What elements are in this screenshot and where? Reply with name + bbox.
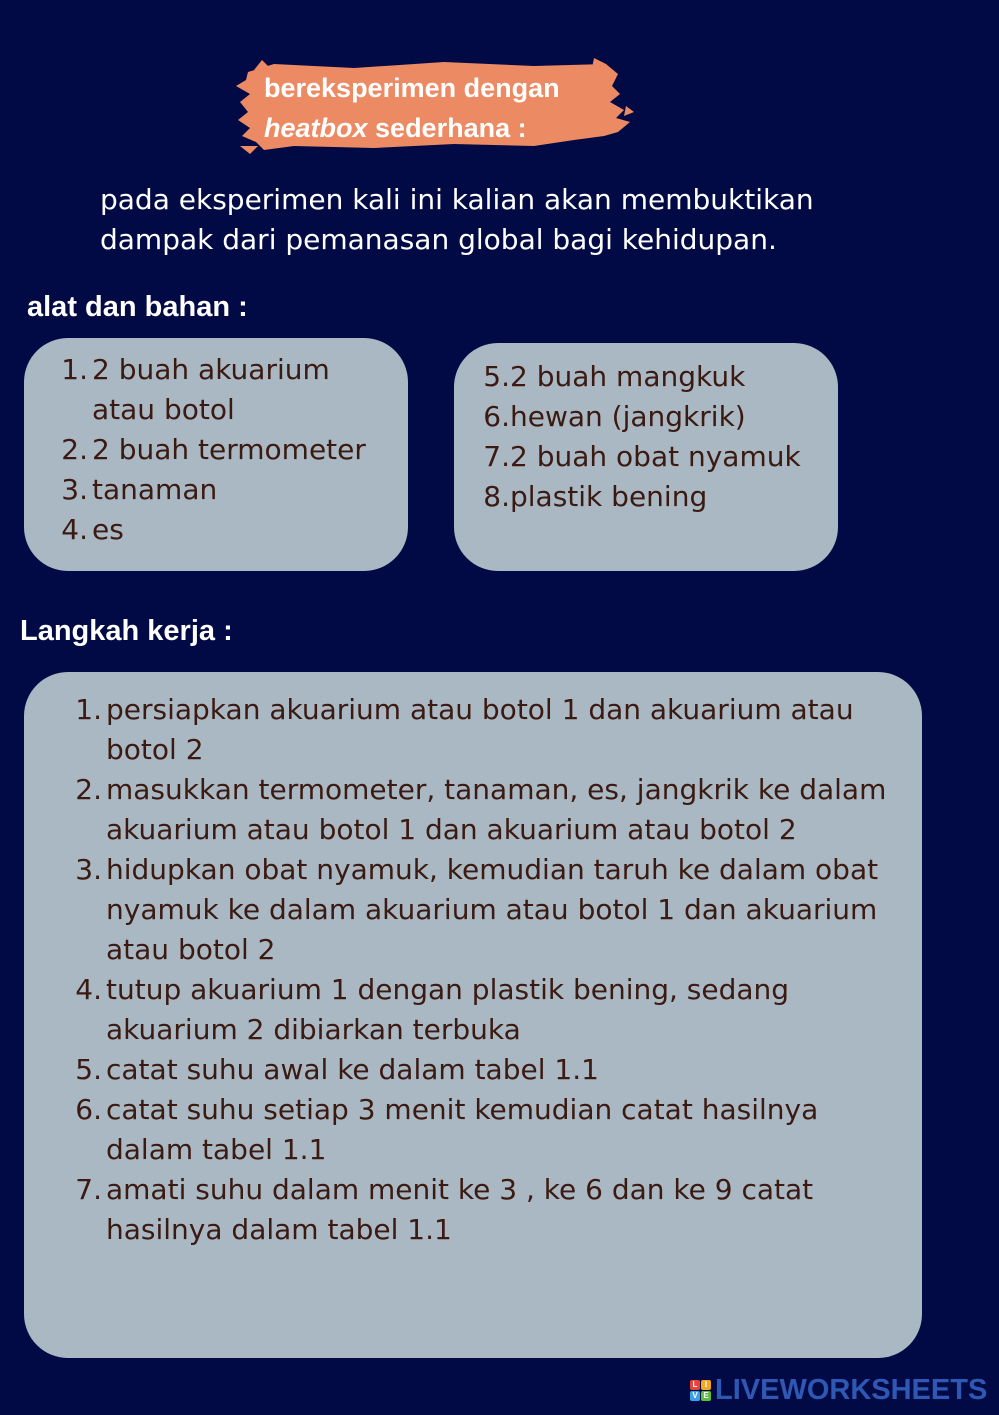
- step-text: amati suhu dalam menit ke 3 , ke 6 dan ke 9 catat hasilnya dalam tabel 1.1: [106, 1173, 814, 1246]
- liveworksheets-watermark: [690, 1372, 987, 1408]
- logo-letter: I: [701, 1380, 711, 1390]
- tools-heading: alat dan bahan :: [27, 291, 248, 323]
- step-item: [68, 970, 898, 1050]
- list-text: hewan (jangkrik): [510, 400, 746, 433]
- step-number: 3.: [75, 853, 102, 886]
- list-item: [38, 510, 398, 550]
- list-text: tanaman: [92, 473, 218, 506]
- intro-paragraph: [100, 180, 920, 260]
- step-item: [68, 850, 898, 970]
- step-number: 7.: [75, 1173, 102, 1206]
- list-text: 2 buah akuarium atau botol: [92, 353, 330, 426]
- list-item: [38, 470, 398, 510]
- list-text: es: [92, 513, 124, 546]
- step-text: catat suhu awal ke dalam tabel 1.1: [106, 1053, 599, 1086]
- step-item: [68, 1170, 898, 1250]
- step-number: 1.: [75, 693, 102, 726]
- title-banner: [234, 50, 634, 154]
- step-item: [68, 770, 898, 850]
- step-item: [68, 1090, 898, 1170]
- list-text: plastik bening: [510, 480, 708, 513]
- banner-title: [264, 68, 560, 148]
- banner-title-rest: sederhana :: [367, 113, 527, 143]
- list-item: [38, 430, 398, 470]
- list-text: 2 buah mangkuk: [510, 360, 746, 393]
- step-number: 2.: [75, 773, 102, 806]
- step-text: hidupkan obat nyamuk, kemudian taruh ke dalam obat nyamuk ke dalam akuarium atau botol 1 dan akuarium atau botol 2: [106, 853, 879, 966]
- list-number: 3.: [61, 473, 88, 506]
- liveworksheets-logo-icon: [690, 1380, 711, 1401]
- list-number: 6.: [483, 400, 510, 433]
- step-number: 4.: [75, 973, 102, 1006]
- tools-list-right: [474, 357, 834, 517]
- list-number: 5.: [483, 360, 510, 393]
- list-item: [474, 437, 834, 477]
- intro-line1: pada eksperimen kali ini kalian akan membuktikan: [100, 183, 814, 216]
- intro-line2: dampak dari pemanasan global bagi kehidupan.: [100, 223, 777, 256]
- tools-list-left: [38, 350, 398, 550]
- watermark-text: LIVEWORKSHEETS: [715, 1373, 988, 1406]
- steps-list: [68, 690, 898, 1250]
- step-number: 5.: [75, 1053, 102, 1086]
- banner-title-italic: heatbox: [264, 113, 368, 143]
- list-text: 2 buah obat nyamuk: [510, 440, 801, 473]
- list-item: [474, 357, 834, 397]
- list-number: 7.: [483, 440, 510, 473]
- banner-title-line1: bereksperimen dengan: [264, 73, 560, 103]
- banner-title-line2: [264, 108, 560, 148]
- list-number: 4.: [61, 513, 88, 546]
- logo-letter: L: [690, 1380, 700, 1390]
- step-text: persiapkan akuarium atau botol 1 dan akuarium atau botol 2: [106, 693, 854, 766]
- steps-heading: Langkah kerja :: [20, 615, 233, 647]
- logo-letter: E: [701, 1391, 711, 1401]
- tools-card-left: [24, 338, 408, 571]
- step-text: masukkan termometer, tanaman, es, jangkrik ke dalam akuarium atau botol 1 dan akuarium atau botol 2: [106, 773, 887, 846]
- step-text: catat suhu setiap 3 menit kemudian catat hasilnya dalam tabel 1.1: [106, 1093, 819, 1166]
- list-item: [38, 350, 398, 430]
- step-item: [68, 1050, 898, 1090]
- step-text: tutup akuarium 1 dengan plastik bening, sedang akuarium 2 dibiarkan terbuka: [106, 973, 790, 1046]
- logo-letter: V: [690, 1391, 700, 1401]
- list-item: [474, 397, 834, 437]
- list-number: 2.: [61, 433, 88, 466]
- list-number: 8.: [483, 480, 510, 513]
- list-text: 2 buah termometer: [92, 433, 366, 466]
- list-item: [474, 477, 834, 517]
- tools-card-right: [454, 343, 838, 571]
- step-item: [68, 690, 898, 770]
- list-number: 1.: [61, 353, 88, 386]
- steps-card: [24, 672, 922, 1358]
- step-number: 6.: [75, 1093, 102, 1126]
